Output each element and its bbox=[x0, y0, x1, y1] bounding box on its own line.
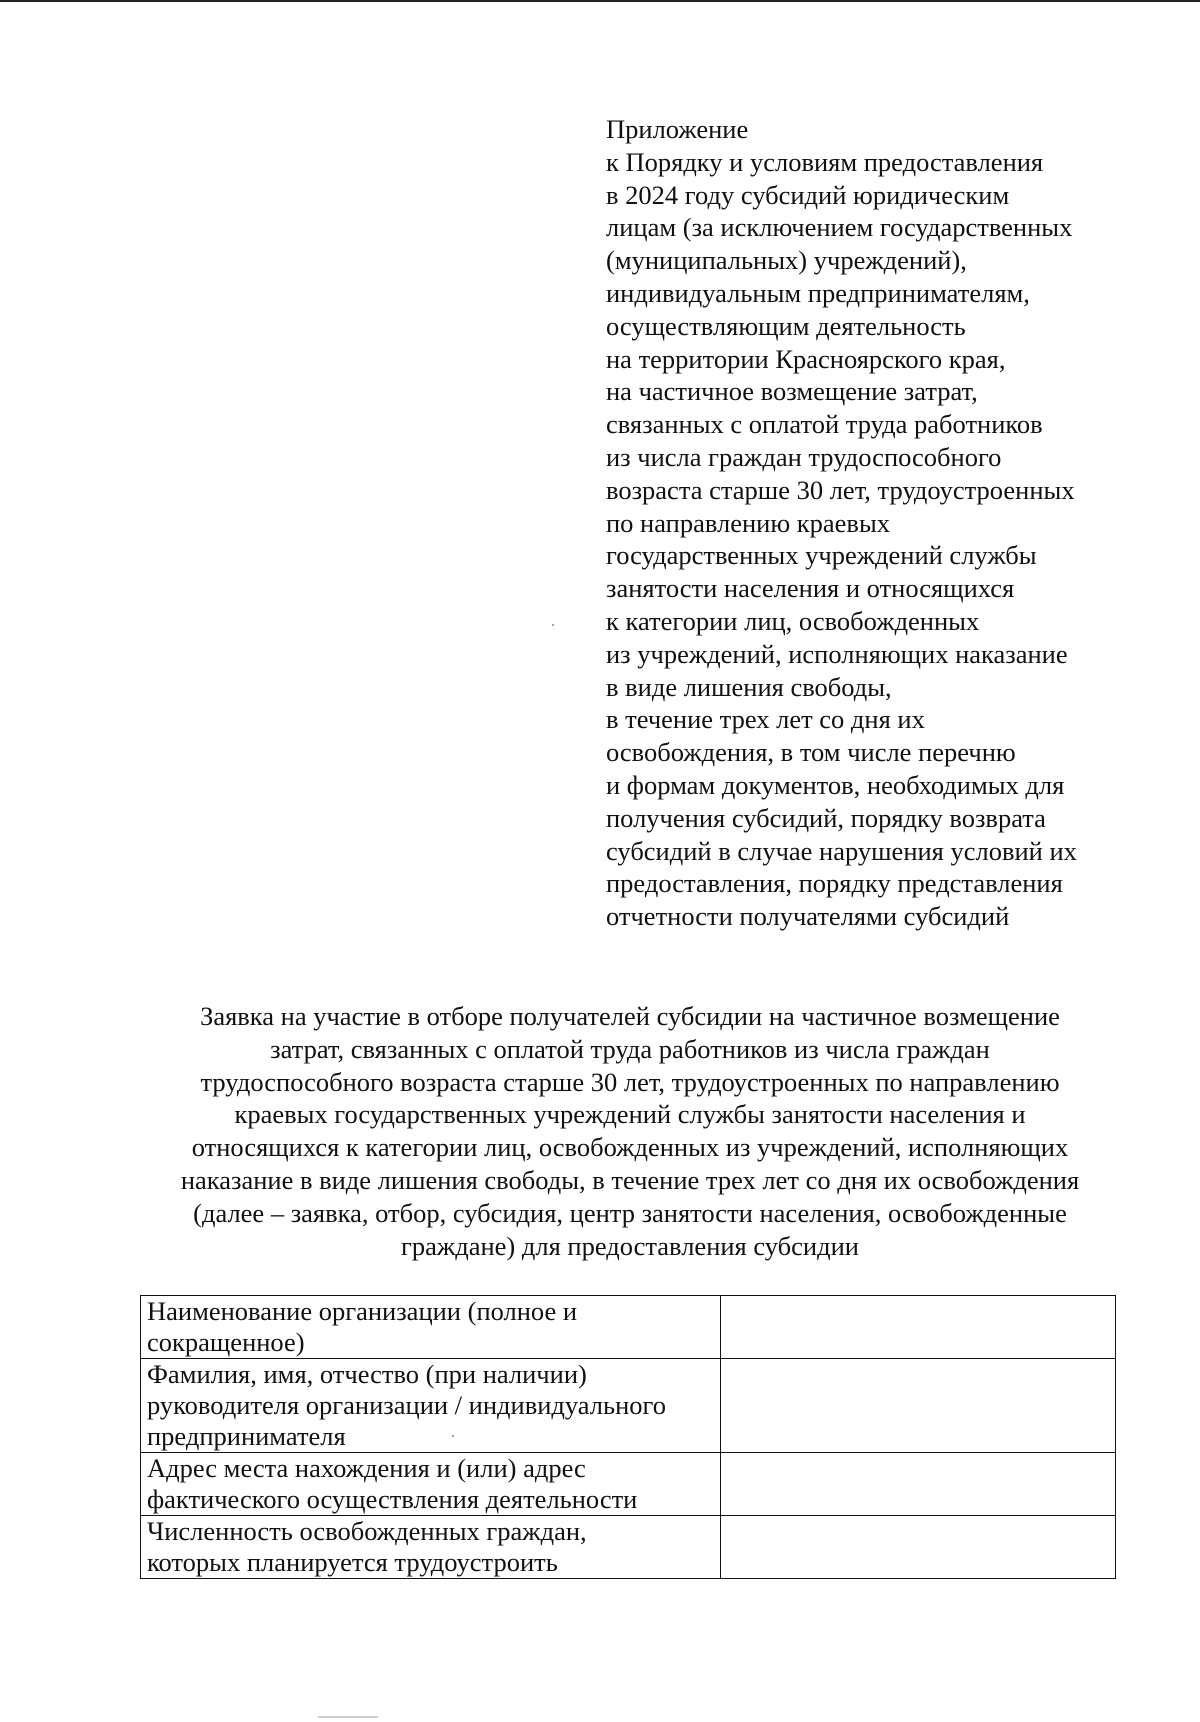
appendix-line: на частичное возмещение затрат, bbox=[606, 376, 978, 407]
scan-speck bbox=[552, 624, 554, 626]
application-title-line: Заявка на участие в отборе получателей субсидии на частичное возмещение bbox=[200, 1001, 1060, 1031]
cell-text-line: фактического осуществления деятельности bbox=[147, 1484, 638, 1514]
appendix-line: по направлению краевых bbox=[606, 507, 890, 538]
table-row bbox=[141, 1516, 1116, 1579]
appendix-line: в 2024 году субсидий юридическим bbox=[606, 179, 1010, 210]
address-field[interactable] bbox=[720, 1453, 1115, 1516]
application-title-line: относящихся к категории лиц, освобожденных из учреждений, исполняющих bbox=[191, 1132, 1069, 1163]
appendix-line: Приложение bbox=[606, 114, 749, 144]
application-title-line: трудоспособного возраста старше 30 лет, трудоустроенных по направлению bbox=[200, 1066, 1060, 1097]
appendix-line: из учреждений, исполняющих наказание bbox=[606, 638, 1068, 669]
appendix-line: занятости населения и относящихся bbox=[606, 573, 1015, 604]
appendix-line: лицам (за исключением государственных bbox=[606, 212, 1073, 243]
cell-text-line: Фамилия, имя, отчество (при наличии) bbox=[147, 1359, 587, 1389]
head-full-name-field[interactable] bbox=[720, 1359, 1115, 1453]
released-citizens-count-label bbox=[141, 1516, 721, 1579]
appendix-line: и формам документов, необходимых для bbox=[606, 769, 1065, 800]
scan-speck bbox=[452, 1435, 454, 1437]
appendix-line: предоставления, порядку представления bbox=[606, 868, 1063, 899]
cell-text-line: руководителя организации / индивидуального bbox=[147, 1390, 666, 1420]
appendix-line: из числа граждан трудоспособного bbox=[606, 441, 1002, 472]
appendix-line: в виде лишения свободы, bbox=[606, 671, 892, 702]
appendix-line: получения субсидий, порядку возврата bbox=[606, 802, 1046, 833]
application-title bbox=[140, 1000, 1120, 1262]
table-row bbox=[141, 1296, 1116, 1359]
appendix-line: на территории Красноярского края, bbox=[606, 343, 1006, 374]
cell-text-line: Численность освобожденных граждан, bbox=[147, 1516, 587, 1546]
appendix-line: государственных учреждений службы bbox=[606, 540, 1037, 571]
table-row bbox=[141, 1359, 1116, 1453]
cell-text-line: Наименование организации (полное и bbox=[147, 1296, 578, 1326]
appendix-line: в течение трех лет со дня их bbox=[606, 704, 925, 735]
address-label bbox=[141, 1453, 721, 1516]
organization-name-label bbox=[141, 1296, 721, 1359]
head-full-name-label bbox=[141, 1359, 721, 1453]
application-title-line: наказание в виде лишения свободы, в течение трех лет со дня их освобождения bbox=[180, 1164, 1080, 1195]
cell-text-line: предпринимателя bbox=[147, 1421, 346, 1451]
released-citizens-count-field[interactable] bbox=[720, 1516, 1115, 1579]
application-title-line: затрат, связанных с оплатой труда работников из числа граждан bbox=[270, 1033, 990, 1064]
appendix-line: к категории лиц, освобожденных bbox=[606, 605, 980, 636]
appendix-line: осуществляющим деятельность bbox=[606, 310, 966, 341]
appendix-line: (муниципальных) учреждений), bbox=[606, 245, 967, 276]
cell-text-line: Адрес места нахождения и (или) адрес bbox=[147, 1453, 586, 1483]
organization-name-field[interactable] bbox=[720, 1296, 1115, 1359]
application-title-line: краевых государственных учреждений службы занятости населения и bbox=[234, 1099, 1026, 1130]
cell-text-line: которых планируется трудоустроить bbox=[147, 1547, 558, 1577]
appendix-line: субсидий в случае нарушения условий их bbox=[606, 835, 1077, 866]
scan-bottom-mark bbox=[318, 1716, 378, 1718]
scan-top-edge bbox=[0, 0, 1200, 2]
appendix-line: освобождения, в том числе перечню bbox=[606, 737, 1016, 768]
appendix-line: возраста старше 30 лет, трудоустроенных bbox=[606, 474, 1075, 505]
application-title-line: граждане) для предоставления субсидии bbox=[401, 1230, 859, 1261]
appendix-header bbox=[606, 113, 1166, 933]
table-row bbox=[141, 1453, 1116, 1516]
application-title-line: (далее – заявка, отбор, субсидия, центр занятости населения, освобожденные bbox=[193, 1197, 1067, 1228]
appendix-line: индивидуальным предпринимателям, bbox=[606, 277, 1030, 308]
appendix-line: отчетности получателями субсидий bbox=[606, 901, 1010, 932]
application-form-table bbox=[140, 1295, 1116, 1579]
appendix-line: связанных с оплатой труда работников bbox=[606, 409, 1043, 440]
cell-text-line: сокращенное) bbox=[147, 1327, 305, 1357]
appendix-line: к Порядку и условиям предоставления bbox=[606, 146, 1044, 177]
